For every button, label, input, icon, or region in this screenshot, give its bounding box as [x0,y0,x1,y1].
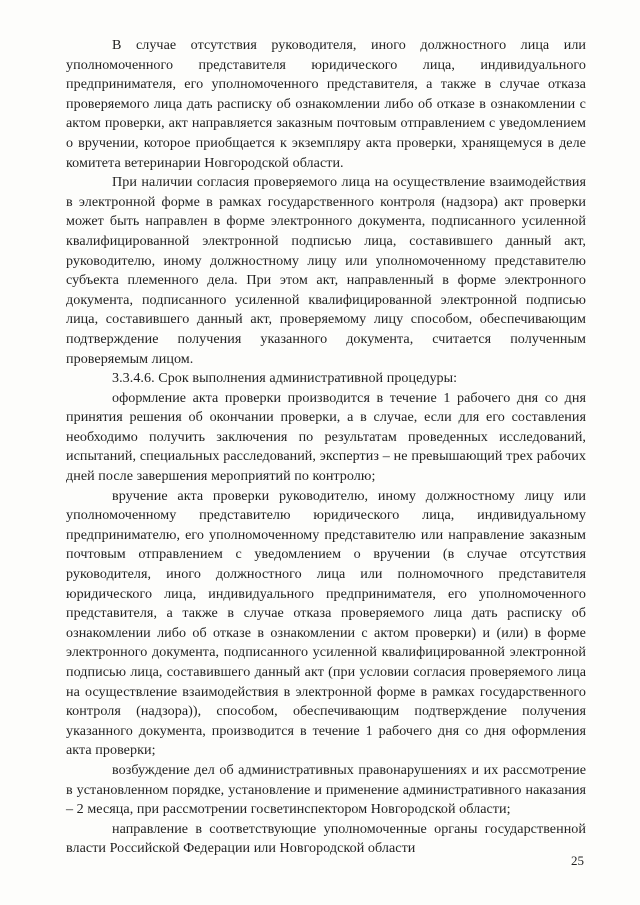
paragraph-referral-to-authorities: направление в соответствующие уполномоченные органы государственной власти Российской Федерации или Новгородской области [66,820,586,857]
page-number: 25 [571,853,584,868]
paragraph-administrative-cases: возбуждение дел об административных правонарушениях и их рассмотрение в установленном порядке, установление и применение административного наказания – 2 месяца, при рассмотрении госветинспектором Новгородской области; [66,761,586,818]
paragraph-procedure-deadline-heading: 3.3.4.6. Срок выполнения административной процедуры: [112,370,458,387]
paragraph-act-preparation: оформление акта проверки производится в течение 1 рабочего дня со дня принятия решения об окончании проверки, а в случае, если для его составления необходимо получить заключения по результатам проведенных исследований, испытаний, специальных расследований, экспертиз – не превышающий трех рабочих дней после завершения мероприятий по контролю; [66,389,586,485]
document-body [66,36,586,859]
paragraph-act-handover: вручение акта проверки руководителю, иному должностному лицу или уполномоченному представителю юридического лица, индивидуальному предпринимателю, его уполномоченному представителю или направление заказным почтовым отправлением с уведомлением о вручении (в случае отсутствия руководителя, иного должностного лица или полномочного представителя юридического лица, индивидуального предпринимателя, его уполномоченного представителя, а также в случае отказа проверяемого лица дать расписку об ознакомлении либо об отказе в ознакомлении с актом проверки) и (или) в форме электронного документа, подписанного усиленной квалифицированной электронной подписью лица, составившего данный акт (при условии согласия проверяемого лица на осуществление взаимодействия в электронной форме в рамках государственного контроля (надзора)), способом, обеспечивающим подтверждение получения указанного документа, производится в течение 1 рабочего дня со дня оформления акта проверки; [66,487,586,759]
paragraph-act-delivery-by-mail: В случае отсутствия руководителя, иного должностного лица или уполномоченного представителя юридического лица, индивидуального предпринимателя, его уполномоченного представителя, а также в случае отказа проверяемого лица дать расписку об ознакомлении либо об отказе в ознакомлении с актом проверки, акт направляется заказным почтовым отправлением с уведомлением о вручении, которое приобщается к экземпляру акта проверки, хранящемуся в деле комитета ветеринарии Новгородской области. [66,37,586,171]
paragraph-electronic-act: При наличии согласия проверяемого лица на осуществление взаимодействия в электронной форме в рамках государственного контроля (надзора) акт проверки может быть направлен в форме электронного документа, подписанного усиленной квалифицированной электронной подписью лица, составившего данный акт, руководителю, иному должностному лицу или уполномоченному представителю субъекта племенного дела. При этом акт, направленный в форме электронного документа, подписанного усиленной квалифицированной электронной подписью лица, составившего данный акт, проверяемому лицу способом, обеспечивающим подтверждение получения указанного документа, считается полученным проверяемым лицом. [66,174,586,367]
